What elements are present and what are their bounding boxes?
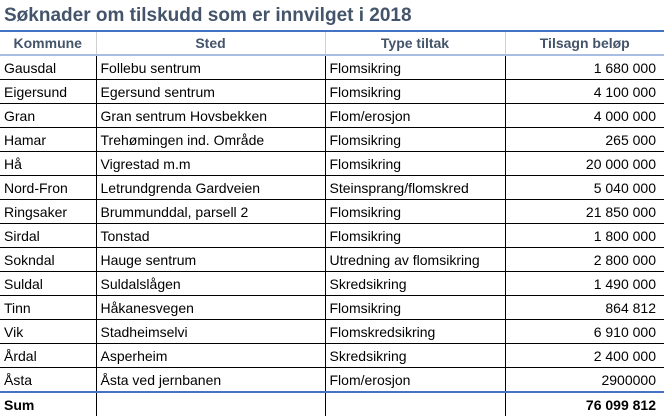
table-row (0, 128, 664, 152)
header-type-tiltak: Type tiltak (325, 32, 505, 55)
sum-empty-sted (96, 392, 325, 416)
grants-table (0, 32, 664, 416)
cell-sted: Egersund sentrum (96, 80, 325, 104)
header-sted: Sted (96, 32, 325, 55)
cell-kommune: Vik (0, 320, 96, 344)
cell-sted: Stadheimselvi (96, 320, 325, 344)
table-row (0, 296, 664, 320)
cell-type-tiltak: Flomsikring (325, 152, 505, 176)
cell-kommune: Suldal (0, 272, 96, 296)
cell-tilsagn-belop: 5 040 000 (505, 176, 664, 200)
table-row (0, 152, 664, 176)
cell-sted: Letrundgrenda Gardveien (96, 176, 325, 200)
cell-sted: Åsta ved jernbanen (96, 368, 325, 393)
table-row (0, 320, 664, 344)
cell-tilsagn-belop: 1 490 000 (505, 272, 664, 296)
cell-sted: Brummunddal, parsell 2 (96, 200, 325, 224)
cell-sted: Follebu sentrum (96, 55, 325, 80)
header-kommune: Kommune (0, 32, 96, 55)
page-title: Søknader om tilskudd som er innvilget i 2018 (4, 5, 412, 26)
cell-type-tiltak: Skredsikring (325, 344, 505, 368)
cell-kommune: Tinn (0, 296, 96, 320)
table-row (0, 200, 664, 224)
cell-sted: Håkanesvegen (96, 296, 325, 320)
cell-type-tiltak: Flomsikring (325, 128, 505, 152)
table-header-row (0, 32, 664, 55)
cell-type-tiltak: Steinsprang/flomskred (325, 176, 505, 200)
cell-sted: Asperheim (96, 344, 325, 368)
cell-kommune: Hå (0, 152, 96, 176)
cell-kommune: Ringsaker (0, 200, 96, 224)
table-row (0, 272, 664, 296)
cell-tilsagn-belop: 265 000 (505, 128, 664, 152)
cell-tilsagn-belop: 4 100 000 (505, 80, 664, 104)
table-row (0, 80, 664, 104)
cell-type-tiltak: Utredning av flomsikring (325, 248, 505, 272)
cell-type-tiltak: Flomsikring (325, 55, 505, 80)
header-tilsagn-belop: Tilsagn beløp (505, 32, 664, 55)
sum-value: 76 099 812 (505, 392, 664, 416)
cell-type-tiltak: Flomskredsikring (325, 320, 505, 344)
cell-tilsagn-belop: 1 680 000 (505, 55, 664, 80)
cell-sted: Gran sentrum Hovsbekken (96, 104, 325, 128)
cell-type-tiltak: Skredsikring (325, 272, 505, 296)
cell-kommune: Åsta (0, 368, 96, 393)
cell-type-tiltak: Flom/erosjon (325, 368, 505, 393)
table-row (0, 176, 664, 200)
table-row (0, 248, 664, 272)
table-row (0, 344, 664, 368)
sum-label: Sum (0, 392, 96, 416)
cell-kommune: Sokndal (0, 248, 96, 272)
cell-sted: Hauge sentrum (96, 248, 325, 272)
cell-type-tiltak: Flomsikring (325, 80, 505, 104)
table-row (0, 55, 664, 80)
cell-sted: Suldalslågen (96, 272, 325, 296)
cell-kommune: Sirdal (0, 224, 96, 248)
cell-sted: Trehømingen ind. Område (96, 128, 325, 152)
cell-type-tiltak: Flom/erosjon (325, 104, 505, 128)
cell-tilsagn-belop: 2 800 000 (505, 248, 664, 272)
cell-tilsagn-belop: 1 800 000 (505, 224, 664, 248)
cell-kommune: Årdal (0, 344, 96, 368)
cell-sted: Vigrestad m.m (96, 152, 325, 176)
cell-sted: Tonstad (96, 224, 325, 248)
cell-kommune: Hamar (0, 128, 96, 152)
cell-kommune: Eigersund (0, 80, 96, 104)
cell-tilsagn-belop: 21 850 000 (505, 200, 664, 224)
table-body (0, 55, 664, 416)
table-row (0, 368, 664, 393)
cell-tilsagn-belop: 864 812 (505, 296, 664, 320)
cell-kommune: Nord-Fron (0, 176, 96, 200)
cell-tilsagn-belop: 4 000 000 (505, 104, 664, 128)
sum-row (0, 392, 664, 416)
cell-kommune: Gran (0, 104, 96, 128)
cell-tilsagn-belop: 6 910 000 (505, 320, 664, 344)
cell-type-tiltak: Flomsikring (325, 224, 505, 248)
cell-type-tiltak: Flomsikring (325, 200, 505, 224)
cell-type-tiltak: Flomsikring (325, 296, 505, 320)
cell-kommune: Gausdal (0, 55, 96, 80)
cell-tilsagn-belop: 20 000 000 (505, 152, 664, 176)
cell-tilsagn-belop: 2 400 000 (505, 344, 664, 368)
cell-tilsagn-belop: 2900000 (505, 368, 664, 393)
table-row (0, 224, 664, 248)
table-row (0, 104, 664, 128)
sum-empty-type (325, 392, 505, 416)
